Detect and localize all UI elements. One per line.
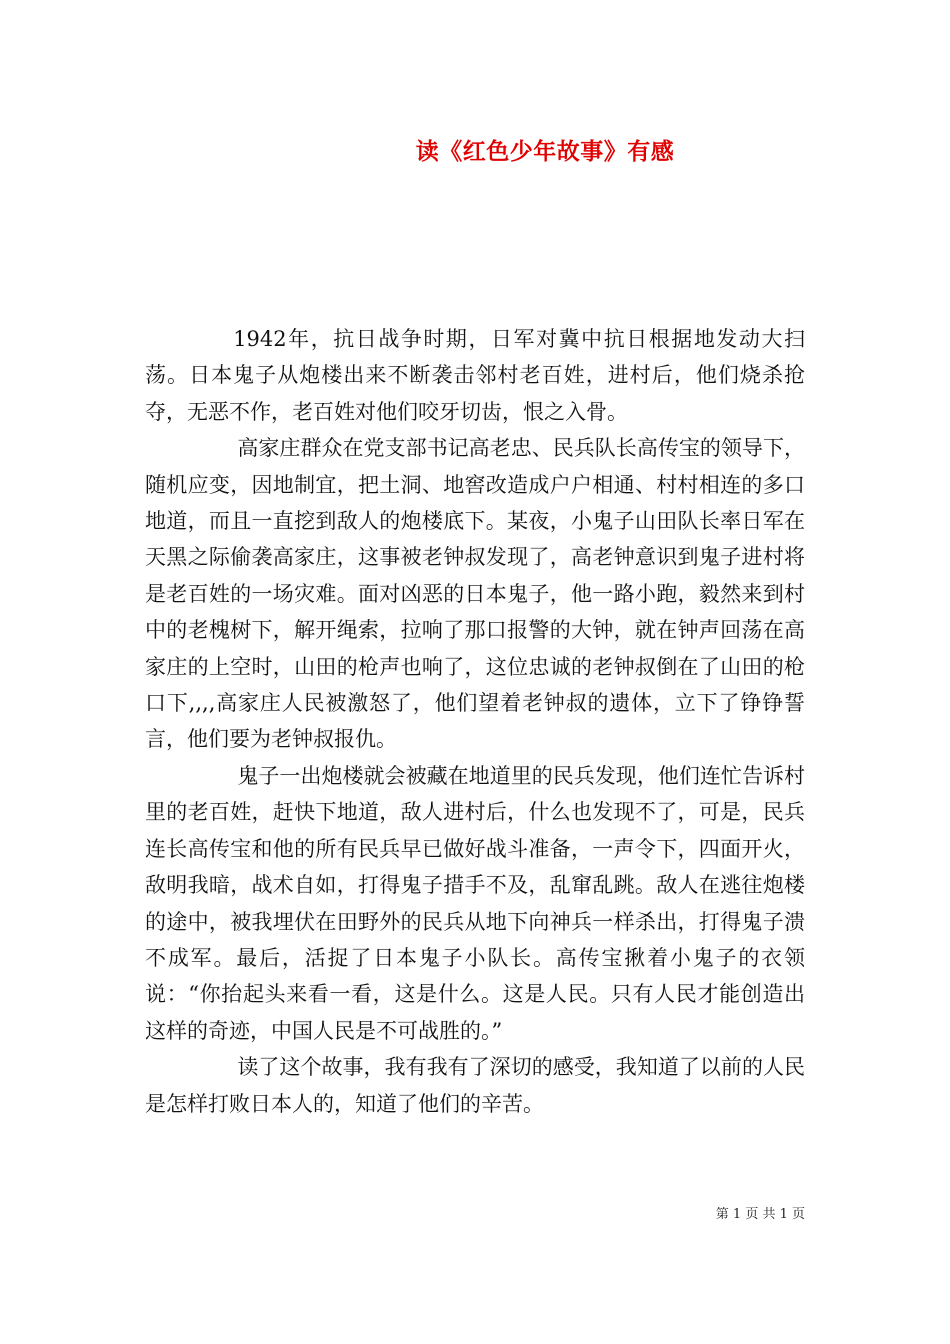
paragraph-4: 读了这个故事，我有我有了深切的感受，我知道了以前的人民是怎样打败日本人的，知道了他们的辛苦。 <box>145 1055 805 1116</box>
paragraph-3: 鬼子一出炮楼就会被藏在地道里的民兵发现，他们连忙告诉村里的老百姓，赶快下地道，敌人进村后，什么也发现不了，可是，民兵连长高传宝和他的所有民兵早已做好战斗准备，一声令下，四面开火，敌明我暗，战术自如，打得鬼子措手不及，乱窜乱跳。敌人在逃往炮楼的途中，被我埋伏在田野外的民兵从地下向神兵一样杀出，打得鬼子溃不成军。最后，活捉了日本鬼子小队长。高传宝揪着小鬼子的衣领说：“你抬起头来看一看，这是什么。这是人民。只有人民才能创造出这样的奇迹，中国人民是不可战胜的。” <box>145 763 805 1043</box>
document-body <box>145 321 805 1122</box>
page-footer: 第 1 页 共 1 页 <box>715 1207 805 1222</box>
paragraph-2: 高家庄群众在党支部书记高老忠、民兵队长高传宝的领导下，随机应变，因地制宜，把土洞、地窖改造成户户相通、村村相连的多口地道，而且一直挖到敌人的炮楼底下。某夜，小鬼子山田队长率日军在天黑之际偷袭高家庄，这事被老钟叔发现了，高老钟意识到鬼子进村将是老百姓的一场灾难。面对凶恶的日本鬼子，他一路小跑，毅然来到村中的老槐树下，解开绳索，拉响了那口报警的大钟，就在钟声回荡在高家庄的上空时，山田的枪声也响了，这位忠诚的老钟叔倒在了山田的枪口下,,,,高家庄人民被激怒了，他们望着老钟叔的遗体，立下了铮铮誓言，他们要为老钟叔报仇。 <box>145 436 805 752</box>
paragraph-1: 1942年，抗日战争时期，日军对冀中抗日根据地发动大扫荡。日本鬼子从炮楼出来不断袭击邻村老百姓，进村后，他们烧杀抢夺，无恶不作，老百姓对他们咬牙切齿，恨之入骨。 <box>145 327 805 424</box>
document-title: 读《红色少年故事》有感 <box>415 138 675 165</box>
